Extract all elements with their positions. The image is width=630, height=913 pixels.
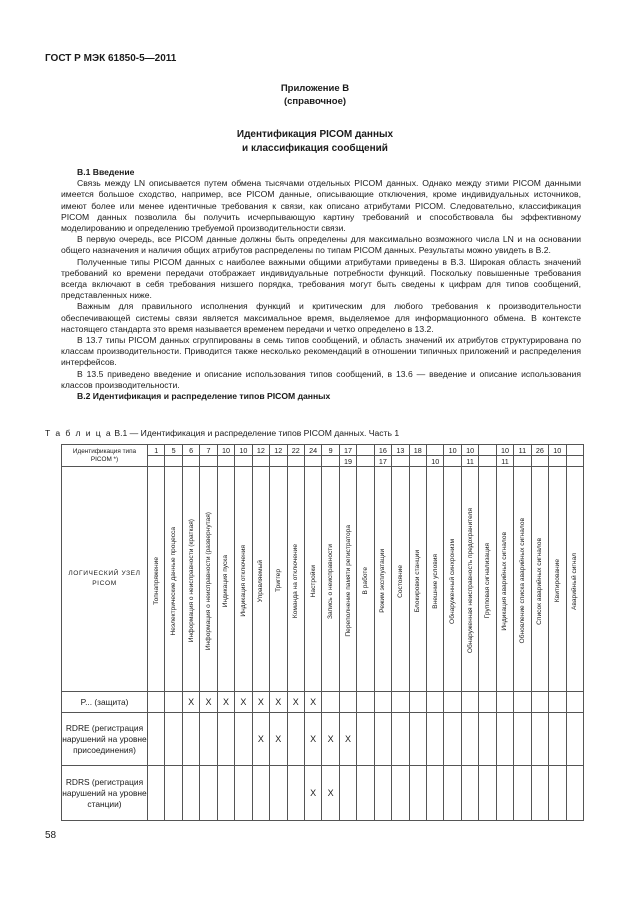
logical-node-name: RDRS (регистрация нарушений на уровне станции) [62, 766, 148, 821]
assignment-mark: X [270, 713, 287, 766]
section-heading-b2: В.2 Идентификация и распределение типов PICOM данных [77, 391, 331, 402]
empty-cell [339, 692, 356, 713]
column-header [549, 467, 566, 692]
column-header [235, 467, 252, 692]
column-header-label: Управляемый [257, 559, 265, 603]
column-header-label: Триггер [274, 569, 282, 593]
type-id-cell: 9 [322, 445, 339, 456]
column-header-label: Настройки [309, 564, 317, 598]
body-text [61, 167, 581, 402]
assignment-mark: X [304, 713, 321, 766]
type-id-cell [479, 445, 496, 456]
empty-cell [566, 692, 583, 713]
column-header [217, 467, 234, 692]
column-header [409, 467, 426, 692]
empty-cell [339, 766, 356, 821]
empty-cell [496, 713, 513, 766]
type-id-cell [322, 456, 339, 467]
column-header-label: Состояние [396, 564, 404, 598]
column-header-label: Неэлектрические данные процесса [170, 526, 178, 636]
assignment-mark: X [200, 692, 217, 713]
column-header [287, 467, 304, 692]
column-header [165, 467, 182, 692]
empty-cell [374, 713, 391, 766]
empty-cell [217, 713, 234, 766]
type-id-cell: 10 [217, 445, 234, 456]
assignment-mark: X [322, 766, 339, 821]
empty-cell [409, 713, 426, 766]
column-header-label: Индикация аварийных сигналов [501, 531, 509, 631]
type-id-cell: 10 [461, 445, 478, 456]
empty-cell [444, 692, 461, 713]
annex-heading [0, 82, 630, 108]
empty-cell [531, 766, 548, 821]
assignment-mark: X [270, 692, 287, 713]
column-header-label: Внешние условия [431, 553, 439, 609]
empty-cell [270, 766, 287, 821]
column-header [531, 467, 548, 692]
type-id-cell [566, 456, 583, 467]
empty-cell [531, 713, 548, 766]
type-id-cell [357, 456, 374, 467]
column-header [357, 467, 374, 692]
paragraph: Связь между LN описывается путем обмена тысячами отдельных PICOM данных. Однако между этими PICOM данными имеется большое сходство, например, все PICOM данные, описывающие отключения, кроме индивидуальных источников, имеют более или менее идентичные требования к связи, как описано атрибутами PICOM. Следовательно, классификация PICOM данных позволила бы получить исчерпывающую картину требований и способствовала бы эффективному моделированию и определению требуемой производительности связи. [61, 178, 581, 234]
paragraph: В 13.5 приведено введение и описание использования типов сообщений, в 13.6 — введение и описание использования классов производительности. [61, 368, 581, 390]
page-number: 58 [45, 830, 57, 841]
type-id-cell: 10 [444, 445, 461, 456]
empty-cell [148, 692, 165, 713]
type-id-cell: 19 [339, 456, 356, 467]
empty-cell [392, 692, 409, 713]
type-id-cell [514, 456, 531, 467]
assignment-mark: X [322, 713, 339, 766]
column-header [339, 467, 356, 692]
column-header-label: Топнапряжение [152, 557, 160, 605]
type-id-cell [235, 456, 252, 467]
empty-cell [549, 766, 566, 821]
empty-cell [496, 766, 513, 821]
column-header-label: Обнаруженный синхронизм [449, 538, 457, 624]
logical-node-label: ЛОГИЧЕСКИЙ УЗЕЛ PICOM [62, 467, 148, 692]
type-id-cell: 10 [496, 445, 513, 456]
logical-node-name: RDRE (регистрация нарушений на уровне присоединения) [62, 713, 148, 766]
type-id-cell [252, 456, 269, 467]
empty-cell [392, 713, 409, 766]
table-caption [45, 428, 399, 438]
column-header-label: Блокировки станции [414, 549, 422, 613]
column-header [200, 467, 217, 692]
column-header [182, 467, 199, 692]
id-label: Идентификация типа PICOM *) [62, 445, 148, 467]
column-header [461, 467, 478, 692]
empty-cell [461, 692, 478, 713]
column-header [304, 467, 321, 692]
type-id-cell: 1 [148, 445, 165, 456]
type-id-cell: 12 [270, 445, 287, 456]
empty-cell [409, 692, 426, 713]
empty-cell [479, 692, 496, 713]
type-id-cell: 17 [374, 456, 391, 467]
empty-cell [392, 766, 409, 821]
empty-cell [444, 713, 461, 766]
paragraph: Важным для правильного исполнения функций и критическим для любого требования к производительности обеспечивающей системы связи является максимальное время, выделяемое для информационного обмена. В контексте настоящего стандарта это время называется временем передачи и четко определено в 13.2. [61, 301, 581, 334]
table-caption-prefix: Т а б л и ц а [45, 428, 112, 438]
empty-cell [322, 692, 339, 713]
empty-cell [287, 713, 304, 766]
empty-cell [217, 766, 234, 821]
type-id-cell: 26 [531, 445, 548, 456]
empty-cell [461, 766, 478, 821]
type-id-cell: 11 [514, 445, 531, 456]
empty-cell [566, 766, 583, 821]
empty-cell [165, 692, 182, 713]
empty-cell [427, 713, 444, 766]
assignment-mark: X [252, 713, 269, 766]
empty-cell [357, 692, 374, 713]
type-id-cell [444, 456, 461, 467]
title-line-2: и классификация сообщений [242, 143, 388, 154]
paragraph: Полученные типы PICOM данных с наиболее важными общими атрибутами приведены в В.3. Широкая область значений требований ко времени передачи отображает индивидуальные потребности функций. Поскольку повышенные требования всегда включают в себя требования низшего порядка, требования могут быть сведены к цифрам для типов сообщений, представленных ниже. [61, 256, 581, 301]
column-header-label: Обнаруженная неисправность предохранителя [466, 508, 474, 654]
column-header [566, 467, 583, 692]
empty-cell [531, 692, 548, 713]
type-id-cell [549, 456, 566, 467]
type-id-cell: 13 [392, 445, 409, 456]
column-header-label: Аварийный сигнал [571, 552, 579, 610]
assignment-mark: X [217, 692, 234, 713]
empty-cell [479, 713, 496, 766]
column-header-label: Индикация отключения [239, 545, 247, 617]
type-id-cell [409, 456, 426, 467]
column-header-label: Команда на отключение [292, 543, 300, 619]
empty-cell [514, 766, 531, 821]
type-id-cell: 12 [252, 445, 269, 456]
column-header-label: Список аварийных сигналов [536, 537, 544, 625]
column-header [479, 467, 496, 692]
type-id-cell: 11 [496, 456, 513, 467]
type-id-cell [479, 456, 496, 467]
section-heading-b1: В.1 Введение [77, 167, 135, 177]
type-id-cell: 7 [200, 445, 217, 456]
type-id-cell [200, 456, 217, 467]
empty-cell [357, 766, 374, 821]
type-id-cell: 16 [374, 445, 391, 456]
column-header [322, 467, 339, 692]
type-id-cell: 10 [427, 456, 444, 467]
column-header-label: Информация о неисправности (развернутая) [205, 511, 213, 651]
column-header-label: Переполнение памяти регистратора [344, 525, 352, 637]
assignment-mark: X [252, 692, 269, 713]
empty-cell [461, 713, 478, 766]
assignment-mark: X [339, 713, 356, 766]
column-header [392, 467, 409, 692]
empty-cell [357, 713, 374, 766]
id-row-1 [62, 445, 584, 456]
column-header [270, 467, 287, 692]
assignment-mark: X [235, 692, 252, 713]
column-header-label: Групповая сигнализация [484, 543, 492, 619]
annex-subtitle: (справочное) [283, 96, 347, 107]
empty-cell [427, 766, 444, 821]
type-id-cell: 17 [339, 445, 356, 456]
table-caption-text: В.1 — Идентификация и распределение типов PICOM данных. Часть 1 [114, 428, 400, 438]
empty-cell [235, 713, 252, 766]
table-row [62, 713, 584, 766]
paragraph: В первую очередь, все PICOM данные должны быть определены для максимально возможного числа LN и на основании общего назначения и наличия общих атрибутов распределены по типам PICOM данных. Результаты можно увидеть в В.2. [61, 234, 581, 256]
column-header-label: Квитирование [553, 559, 561, 603]
empty-cell [165, 713, 182, 766]
title-line-1: Идентификация PICOM данных [236, 129, 394, 140]
empty-cell [566, 713, 583, 766]
type-id-cell [427, 445, 444, 456]
assignment-mark: X [304, 766, 321, 821]
column-header-label: Информация о неисправности (краткая) [187, 519, 195, 643]
column-header [252, 467, 269, 692]
standard-header: ГОСТ Р МЭК 61850-5—2011 [45, 53, 177, 64]
type-id-cell [182, 456, 199, 467]
empty-cell [496, 692, 513, 713]
type-id-cell [217, 456, 234, 467]
assignment-mark: X [287, 692, 304, 713]
empty-cell [374, 692, 391, 713]
empty-cell [427, 692, 444, 713]
type-id-cell [148, 456, 165, 467]
column-header [444, 467, 461, 692]
empty-cell [479, 766, 496, 821]
type-id-cell: 10 [235, 445, 252, 456]
empty-cell [148, 766, 165, 821]
table-row [62, 692, 584, 713]
assignment-mark: X [304, 692, 321, 713]
empty-cell [235, 766, 252, 821]
type-id-cell: 5 [165, 445, 182, 456]
column-header-label: Обновление списка аварийных сигналов [518, 518, 526, 644]
annex-main-title [0, 128, 630, 156]
column-header [496, 467, 513, 692]
type-id-cell [287, 456, 304, 467]
type-id-cell: 18 [409, 445, 426, 456]
column-header-row [62, 467, 584, 692]
empty-cell [200, 713, 217, 766]
type-id-cell: 10 [549, 445, 566, 456]
empty-cell [200, 766, 217, 821]
paragraph: В 13.7 типы PICOM данных сгруппированы в семь типов сообщений, и область значений их атрибутов структурирована по классам производительности. Приводится также несколько рекомендаций в отношении типичных приложений и распределения интерфейсов. [61, 335, 581, 368]
empty-cell [182, 766, 199, 821]
picom-table [61, 444, 584, 821]
table-row [62, 766, 584, 821]
empty-cell [514, 713, 531, 766]
column-header-label: Запись о неисправности [327, 543, 335, 619]
empty-cell [444, 766, 461, 821]
type-id-cell [304, 456, 321, 467]
empty-cell [165, 766, 182, 821]
type-id-cell [531, 456, 548, 467]
empty-cell [514, 692, 531, 713]
type-id-cell [357, 445, 374, 456]
type-id-cell [566, 445, 583, 456]
type-id-cell: 6 [182, 445, 199, 456]
column-header-label: Режим эксплуатации [379, 549, 387, 613]
column-header-label: Индикация пуска [222, 554, 230, 608]
type-id-cell: 11 [461, 456, 478, 467]
column-header-label: В работе [361, 567, 369, 595]
empty-cell [549, 713, 566, 766]
empty-cell [374, 766, 391, 821]
type-id-cell [392, 456, 409, 467]
empty-cell [148, 713, 165, 766]
type-id-cell [270, 456, 287, 467]
empty-cell [182, 713, 199, 766]
empty-cell [287, 766, 304, 821]
assignment-mark: X [182, 692, 199, 713]
column-header [427, 467, 444, 692]
empty-cell [252, 766, 269, 821]
annex-title: Приложение В [280, 83, 350, 94]
column-header [514, 467, 531, 692]
column-header [148, 467, 165, 692]
column-header [374, 467, 391, 692]
type-id-cell: 24 [304, 445, 321, 456]
logical-node-name: P... (защита) [62, 692, 148, 713]
empty-cell [549, 692, 566, 713]
type-id-cell [165, 456, 182, 467]
empty-cell [409, 766, 426, 821]
type-id-cell: 22 [287, 445, 304, 456]
